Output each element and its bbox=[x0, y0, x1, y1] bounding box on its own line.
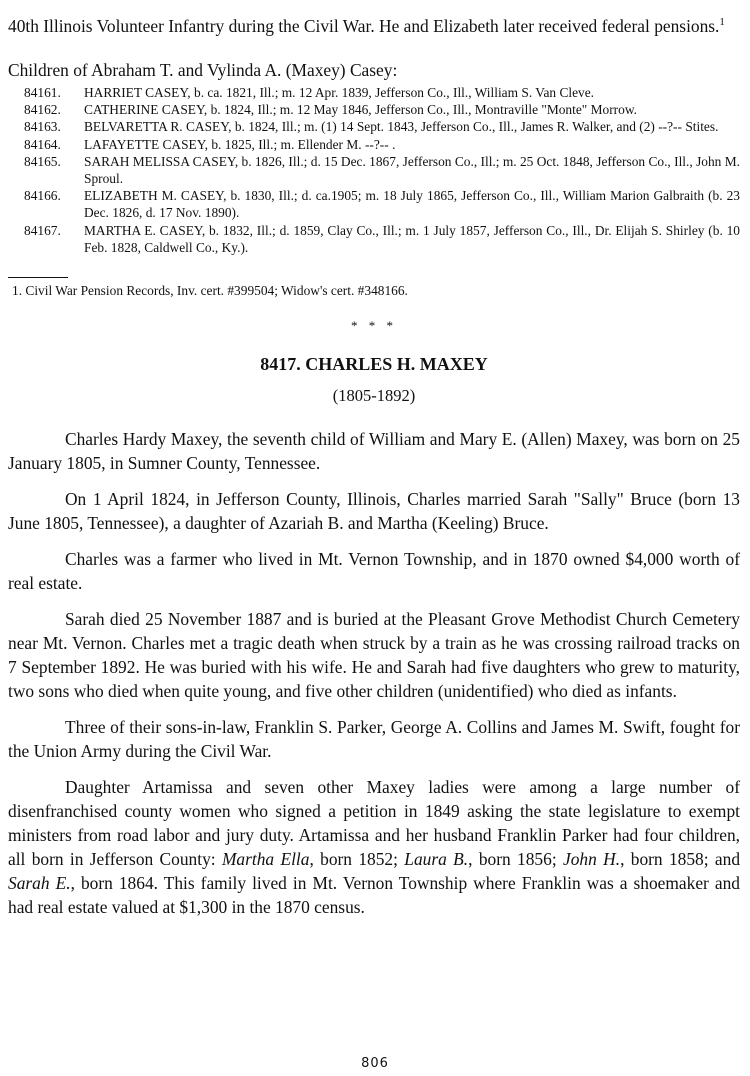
child-entry bbox=[8, 222, 740, 256]
child-name: Martha Ella bbox=[221, 849, 310, 870]
footnote-divider bbox=[8, 277, 68, 278]
body-paragraph: Sarah died 25 November 1887 and is buried at the Pleasant Grove Methodist Church Cemetery near Mt. Vernon. Charles met a tragic death when struck by a train as he was crossing railroad tracks on 7 September 1892. He was buried with his wife. He and Sarah had five daughters who grew to maturity, two sons who died when quite young, and five other children (unidentified) who died as infants. bbox=[8, 609, 740, 702]
document-page bbox=[8, 14, 740, 919]
child-entry bbox=[8, 136, 740, 153]
body-paragraph: Charles was a farmer who lived in Mt. Vernon Township, and in 1870 owned $4,000 worth of real estate. bbox=[8, 549, 740, 594]
child-text: CATHERINE CASEY, b. 1824, Ill.; m. 12 May 1846, Jefferson Co., Ill., Montraville "Monte" Morrow. bbox=[84, 102, 637, 118]
child-entry bbox=[8, 101, 740, 118]
child-text: SARAH MELISSA CASEY, b. 1826, Ill.; d. 15 Dec. 1867, Jefferson Co., Ill.; m. 25 Oct. 1848, Jefferson Co., Ill., John M. Sproul. bbox=[84, 153, 740, 187]
body-paragraph: Three of their sons-in-law, Franklin S. Parker, George A. Collins and James M. Swift, fought for the Union Army during the Civil War. bbox=[8, 717, 740, 762]
child-number: 84165. bbox=[24, 153, 61, 169]
section-title: 8417. CHARLES H. MAXEY bbox=[260, 354, 488, 375]
children-heading: Children of Abraham T. and Vylinda A. (Maxey) Casey: bbox=[8, 60, 398, 80]
child-text: LAFAYETTE CASEY, b. 1825, Ill.; m. Ellender M. --?-- . bbox=[84, 136, 396, 152]
paragraph-text: , born 1864. This family lived in Mt. Vernon Township where Franklin was a shoemaker and had real estate valued at $1,300 in the 1870 census. bbox=[8, 873, 740, 918]
child-number: 84166. bbox=[24, 188, 61, 204]
footnote-reference: 1 bbox=[719, 16, 725, 29]
child-name: Laura B. bbox=[404, 849, 469, 870]
intro-paragraph bbox=[8, 14, 740, 38]
children-list bbox=[8, 84, 740, 256]
child-number: 84164. bbox=[24, 136, 61, 152]
paragraph-text: , born 1856; bbox=[468, 849, 563, 870]
section-dates: (1805-1892) bbox=[332, 386, 416, 406]
child-entry bbox=[8, 118, 740, 135]
body-paragraph: On 1 April 1824, in Jefferson County, Illinois, Charles married Sarah "Sally" Bruce (born 13 June 1805, Tennessee), a daughter of Azariah B. and Martha (Keeling) Bruce. bbox=[8, 489, 740, 534]
child-text: BELVARETTA R. CASEY, b. 1824, Ill.; m. (1) 14 Sept. 1843, Jefferson Co., Ill., James R. Walker, and (2) --?-- Stites. bbox=[84, 119, 719, 135]
paragraph-text: , born 1858; and bbox=[620, 849, 741, 870]
child-number: 84162. bbox=[24, 102, 61, 118]
child-entry bbox=[8, 84, 740, 101]
child-name: Sarah E. bbox=[8, 873, 71, 894]
child-entry bbox=[8, 187, 740, 221]
footnote: 1. Civil War Pension Records, Inv. cert. #399504; Widow's cert. #348166. bbox=[12, 283, 408, 299]
section-separator: * * * bbox=[351, 318, 397, 334]
paragraph-text: Daughter Artamissa and seven other Maxey ladies were among a large number of disenfranchised county women who signed a petition in 1849 asking the state legislature to exempt ministers from road labor and jury duty. Artamissa and her husband Franklin Parker had four children, all born in Jefferson County: bbox=[8, 777, 740, 870]
intro-text: 40th Illinois Volunteer Infantry during the Civil War. He and Elizabeth later received federal pensions. bbox=[8, 16, 720, 36]
child-number: 84163. bbox=[24, 119, 61, 135]
child-text: MARTHA E. CASEY, b. 1832, Ill.; d. 1859, Clay Co., Ill.; m. 1 July 1857, Jefferson Co., Ill., Dr. Elijah S. Shirley (b. 10 Feb. 1828, Caldwell Co., Ky.). bbox=[84, 222, 740, 255]
child-name: John H. bbox=[563, 849, 621, 870]
child-entry bbox=[8, 153, 740, 187]
paragraph-text: , born 1852; bbox=[309, 849, 405, 870]
page-number: 806 bbox=[361, 1056, 389, 1071]
body-paragraph bbox=[8, 775, 740, 919]
child-number: 84167. bbox=[24, 222, 61, 238]
body-paragraph: Charles Hardy Maxey, the seventh child of William and Mary E. (Allen) Maxey, was born on 25 January 1805, in Sumner County, Tennessee. bbox=[8, 429, 740, 474]
child-text: HARRIET CASEY, b. ca. 1821, Ill.; m. 12 Apr. 1839, Jefferson Co., Ill., William S. Van Cleve. bbox=[84, 85, 595, 100]
child-text: ELIZABETH M. CASEY, b. 1830, Ill.; d. ca.1905; m. 18 July 1865, Jefferson Co., Ill., William Marion Galbraith (b. 23 Dec. 1826, d. 17 Nov. 1890). bbox=[84, 188, 740, 221]
child-number: 84161. bbox=[24, 85, 61, 100]
